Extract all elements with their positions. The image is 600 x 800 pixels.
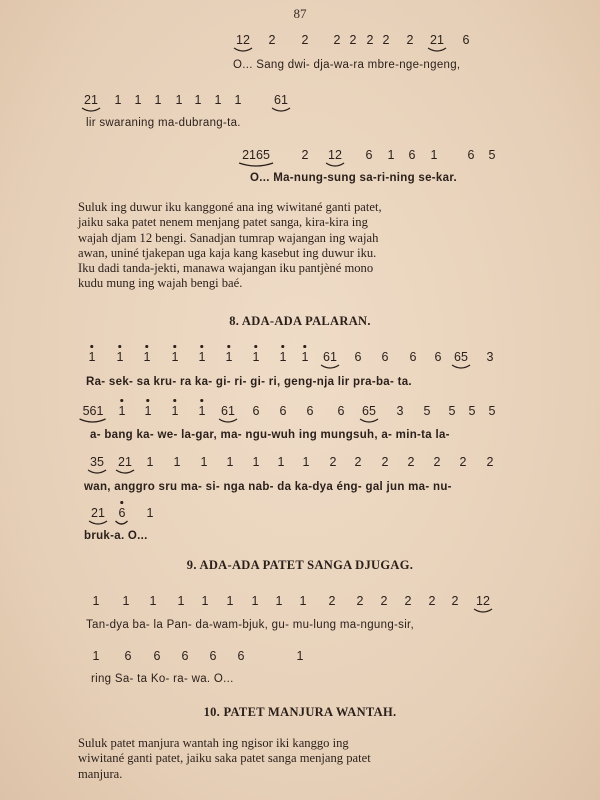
cipher-note: 1 [89,351,96,364]
lyric-line: ring Sa- ta Ko- ra- wa. O... [91,673,234,685]
cipher-note: 6 [306,404,314,418]
high-octave-dot [228,345,231,348]
page-number: 87 [293,6,307,21]
paragraph-line: manjura. [78,766,123,781]
cipher-note: 1 [226,594,234,608]
cipher-note: 6 [434,350,442,364]
cipher-note: 1 [92,594,100,608]
cipher-note: 12 [328,149,342,162]
lyric-line: lir swaraning ma-dubrang-ta. [86,117,241,129]
high-octave-dot [174,345,177,348]
cipher-note: 1 [296,649,304,663]
cipher-note: 2 [486,455,494,469]
cipher-note: 1 [280,351,287,364]
cipher-note: 1 [92,649,100,663]
cipher-note: 1 [199,405,206,418]
cipher-note: 12 [476,595,490,608]
cipher-note: 2 [382,33,390,47]
cipher-note: 1 [194,93,202,107]
lyric-line: a- bang ka- we- la-gar, ma- ngu-wuh ing mungsuh, a- min-ta la- [90,429,450,441]
paragraph-line: Iku dadi tanda-jekti, manawa wajangan iku pantjèné mono [78,261,374,276]
high-octave-dot [201,345,204,348]
cipher-note: 5 [488,148,496,162]
cipher-note: 21 [430,34,444,47]
cipher-note: 12 [236,34,250,47]
cipher-note: 1 [145,405,152,418]
cipher-note: 1 [146,506,154,520]
cipher-note: 21 [84,94,98,107]
lyric-line: Tan-dya ba- la Pan- da-wam-bjuk, gu- mu-lung ma-ngung-sir, [86,619,415,631]
cipher-note: 1 [173,455,181,469]
cipher-note: 2 [354,455,362,469]
cipher-note: 2 [404,594,412,608]
cipher-note: 2 [301,148,309,162]
cipher-note: 1 [253,351,260,364]
cipher-note: 1 [199,351,206,364]
cipher-note: 1 [119,405,126,418]
cipher-note: 3 [486,350,494,364]
cipher-note: 1 [201,594,209,608]
high-octave-dot [119,345,122,348]
cipher-note: 6 [409,350,417,364]
slur-mark [81,107,101,113]
cipher-note: 1 [302,351,309,364]
section-heading: 8. ADA-ADA PALARAN. [229,314,371,328]
cipher-note: 1 [134,93,142,107]
cipher-note: 1 [146,455,154,469]
cipher-note: 6 [337,404,345,418]
cipher-note: 21 [118,456,132,469]
cipher-note: 2 [406,33,414,47]
slur-mark [320,364,340,370]
lyric-line: Ra- sek- sa kru- ra ka- gi- ri- gi- ri, geng-nja lir pra-ba- ta. [86,376,412,388]
cipher-note: 5 [488,404,496,418]
section-heading: 9. ADA-ADA PATET SANGA DJUGAG. [186,558,414,572]
cipher-note: 6 [237,649,245,663]
slur-mark [88,520,108,526]
high-octave-dot [147,399,150,402]
cipher-note: 1 [234,93,242,107]
cipher-note: 1 [226,455,234,469]
cipher-note: 1 [214,93,222,107]
paragraph-line: jaiku saka patet nenem menjang patet sanga, kira-kira ing [78,215,368,230]
paragraph-line: Suluk ing duwur iku kanggoné ana ing wiwitané ganti patet, [78,200,382,214]
high-octave-dot [121,399,124,402]
cipher-note: 35 [90,456,104,469]
cipher-note: 6 [153,649,161,663]
cipher-note: 6 [467,148,475,162]
cipher-note: 2 [451,594,459,608]
cipher-note: 5 [423,404,431,418]
high-octave-dot [304,345,307,348]
cipher-note: 2 [268,33,276,47]
cipher-note: 6 [209,649,217,663]
high-octave-dot [174,399,177,402]
lyric-line: wan, anggro sru ma- si- nga nab- da ka-dya éng- gal jun ma- nu- [84,481,452,493]
cipher-note: 65 [454,351,468,364]
cipher-note: 6 [365,148,373,162]
cipher-note: 6 [354,350,362,364]
cipher-note: 1 [177,594,185,608]
lyric-line: O... Sang dwi- dja-wa-ra mbre-nge-ngeng, [233,59,461,71]
cipher-note: 5 [448,404,456,418]
cipher-note: 1 [114,93,122,107]
cipher-note: 5 [468,404,476,418]
cipher-note: 2 [381,455,389,469]
slur-mark [451,364,471,370]
slur-mark [233,47,253,53]
cipher-note: 1 [251,594,259,608]
cipher-note: 6 [408,148,416,162]
slur-mark [115,469,135,475]
cipher-note: 2 [407,455,415,469]
slur-mark [271,107,291,113]
paragraph-line: wajah djam 12 bengi. Sanadjan tumrap wajangan ing wajah [78,230,379,245]
cipher-note: 2165 [242,149,270,162]
cipher-note: 6 [279,404,287,418]
high-octave-dot [201,399,204,402]
cipher-note: 65 [362,405,376,418]
cipher-note: 6 [381,350,389,364]
paragraph-line: awan, uniné tjakepan uga kaja kang kasebut ing duwur iku. [78,245,377,260]
cipher-note: 1 [299,594,307,608]
cipher-note: 2 [329,455,337,469]
cipher-note: 6 [181,649,189,663]
lyric-line: bruk-a. O... [84,530,148,542]
cipher-note: 2 [366,33,374,47]
cipher-note: 1 [430,148,438,162]
paragraph-line: wiwitané ganti patet, jaiku saka patet sanga menjang patet [78,751,371,766]
cipher-note: 1 [226,351,233,364]
slur-mark [115,520,129,526]
lyric-line: O... Ma-nung-sung sa-ri-ning se-kar. [250,172,457,184]
cipher-note: 1 [172,405,179,418]
high-octave-dot [282,345,285,348]
cipher-note: 1 [302,455,310,469]
high-octave-dot [121,501,124,504]
slur-mark [325,162,345,168]
cipher-note: 1 [200,455,208,469]
cipher-note: 21 [91,507,105,520]
cipher-note: 61 [221,405,235,418]
slur-mark [218,418,238,424]
cipher-note: 2 [333,33,341,47]
slur-mark [359,418,379,424]
cipher-note: 1 [275,594,283,608]
high-octave-dot [91,345,94,348]
slur-mark [473,608,493,614]
slur-mark [79,418,107,424]
cipher-note: 3 [396,404,404,418]
section-heading: 10. PATET MANJURA WANTAH. [203,705,397,719]
paragraph-line: Suluk patet manjura wantah ing ngisor iki kanggo ing [78,736,349,750]
cipher-note: 1 [144,351,151,364]
cipher-note: 2 [459,455,467,469]
cipher-note: 61 [274,94,288,107]
cipher-note: 2 [433,455,441,469]
cipher-note: 1 [175,93,183,107]
slur-mark [87,469,107,475]
cipher-note: 1 [277,455,285,469]
paragraph [78,736,524,782]
high-octave-dot [146,345,149,348]
paragraph-line: kudu mung ing wajah bengi baé. [78,276,243,291]
cipher-note: 6 [119,507,126,520]
cipher-note: 2 [349,33,357,47]
cipher-note: 6 [252,404,260,418]
cipher-note: 2 [356,594,364,608]
cipher-note: 2 [380,594,388,608]
cipher-note: 2 [301,33,309,47]
cipher-note: 6 [462,33,470,47]
cipher-note: 2 [328,594,336,608]
paragraph [78,200,524,292]
cipher-note: 1 [154,93,162,107]
cipher-note: 1 [149,594,157,608]
cipher-note: 1 [252,455,260,469]
cipher-note: 2 [428,594,436,608]
cipher-note: 61 [323,351,337,364]
cipher-note: 1 [117,351,124,364]
cipher-note: 1 [387,148,395,162]
cipher-note: 1 [172,351,179,364]
slur-mark [427,47,447,53]
cipher-note: 561 [83,405,104,418]
cipher-note: 1 [122,594,130,608]
cipher-note: 6 [124,649,132,663]
high-octave-dot [255,345,258,348]
slur-mark [238,162,274,168]
